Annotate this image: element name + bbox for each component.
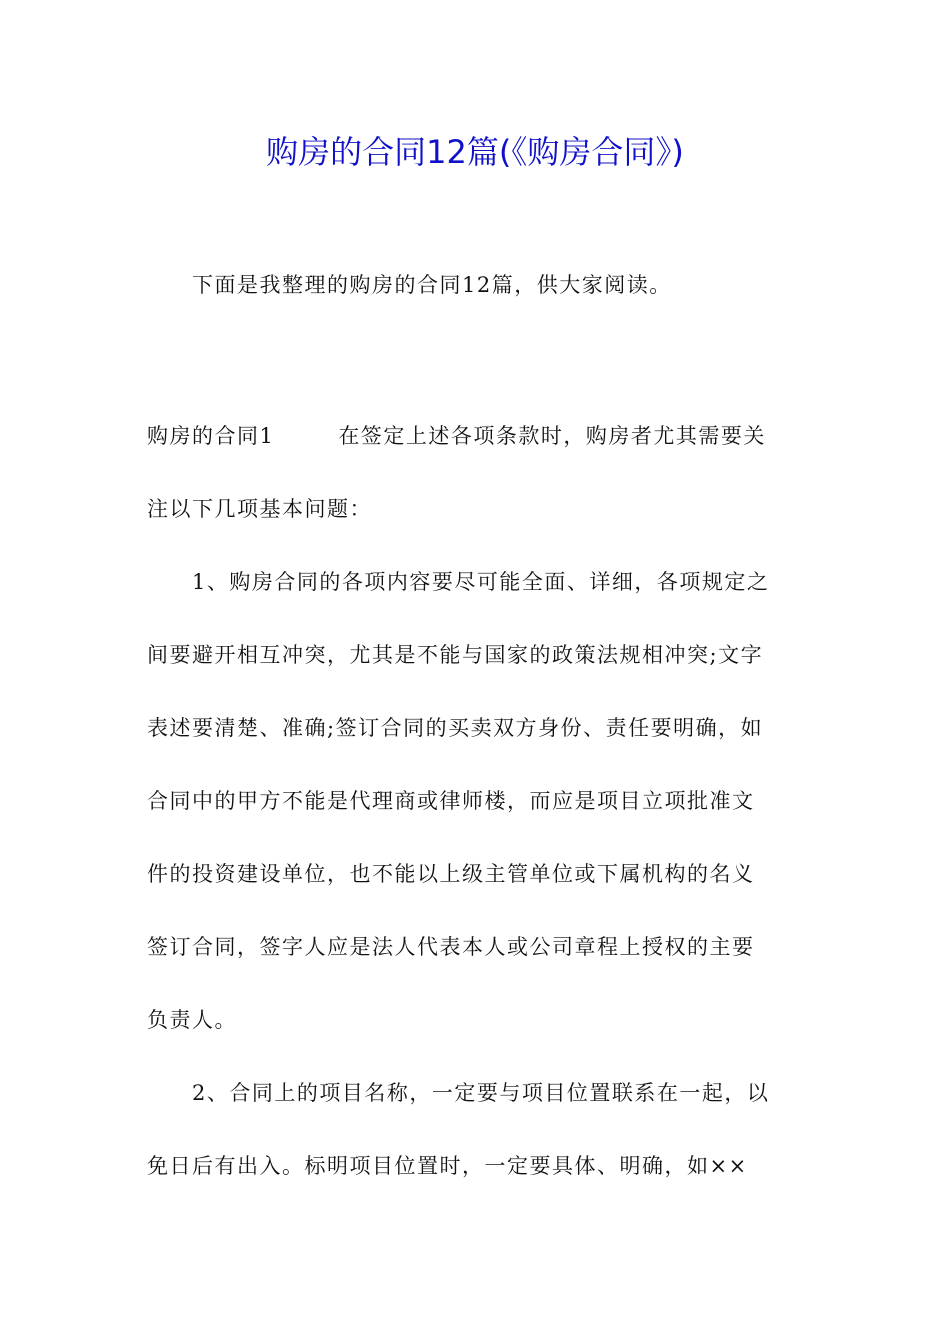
intro-paragraph: 下面是我整理的购房的合同12篇，供大家阅读。 (192, 273, 672, 297)
text-line: 负责人。 (147, 1008, 237, 1032)
text-line: 免日后有出入。标明项目位置时，一定要具体、明确，如×× (147, 1154, 748, 1178)
text-line: 间要避开相互冲突，尤其是不能与国家的政策法规相冲突;文字 (147, 643, 764, 667)
text-line: 合同中的甲方不能是代理商或律师楼，而应是项目立项批准文 (147, 789, 755, 813)
section-heading: 购房的合同1 (147, 424, 275, 448)
document-title: 购房的合同12篇(《购房合同》) (266, 133, 684, 171)
body-text (147, 400, 807, 1203)
text-line: 1、购房合同的各项内容要尽可能全面、详细，各项规定之 (192, 570, 770, 594)
text-line: 件的投资建设单位，也不能以上级主管单位或下属机构的名义 (147, 862, 755, 886)
text-line: 签订合同，签字人应是法人代表本人或公司章程上授权的主要 (147, 935, 755, 959)
text-line: 表述要清楚、准确;签订合同的买卖双方身份、责任要明确，如 (147, 716, 764, 740)
text-line: 注以下几项基本问题： (147, 497, 372, 521)
text-line: 2、合同上的项目名称，一定要与项目位置联系在一起，以 (192, 1081, 770, 1105)
text-line: 购房的合同1 在签定上述各项条款时，购房者尤其需要关 (147, 424, 766, 448)
